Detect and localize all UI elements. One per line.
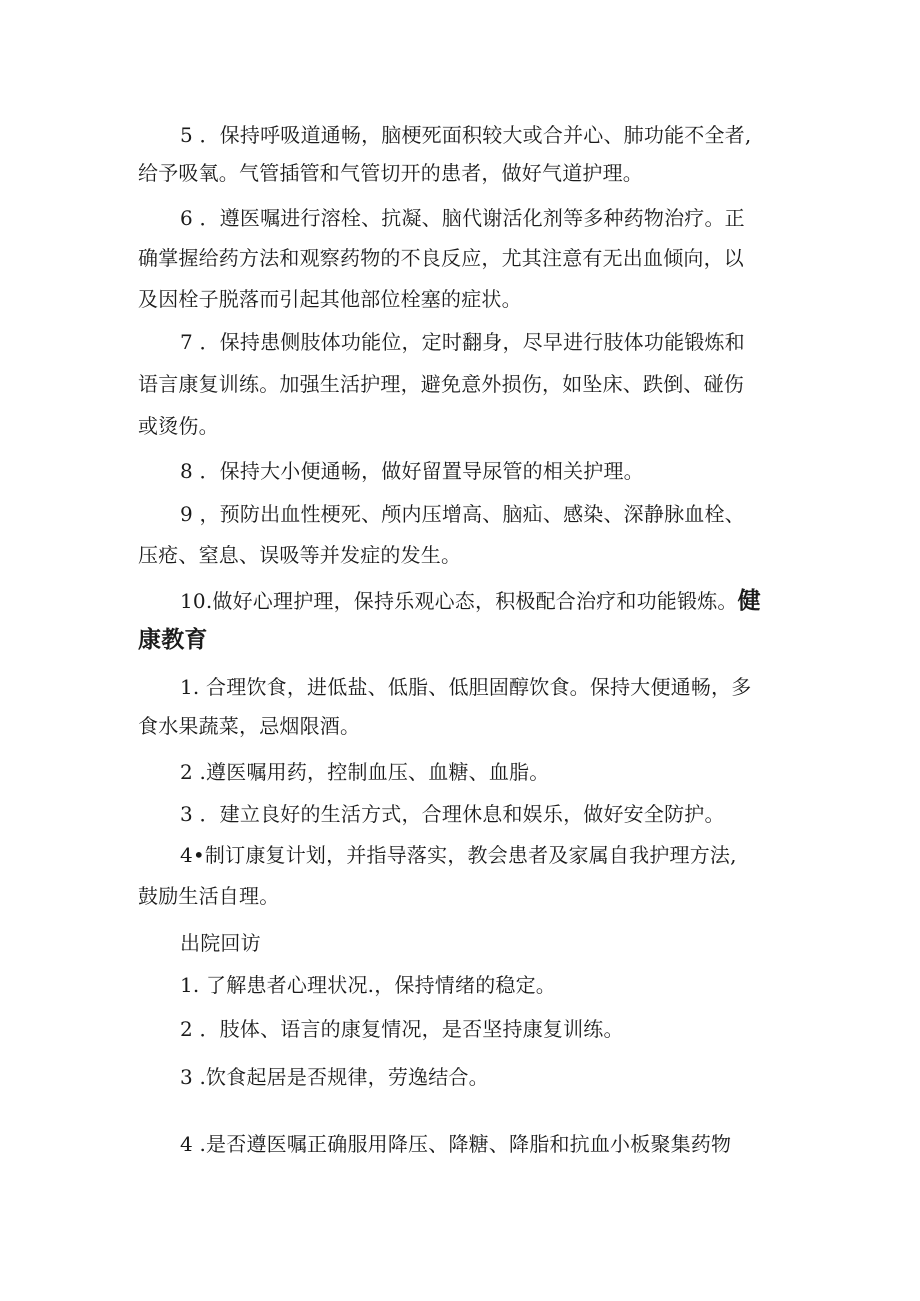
item-6-line-3: 及因栓子脱落而引起其他部位栓塞的症状。 [138, 287, 522, 311]
health-education-heading-start: 健 [737, 588, 761, 614]
follow-up-item-1: 1. 了解患者心理状况.，保持情绪的稳定。 [180, 973, 556, 997]
education-item-4-line-1: 4•制订康复计划，并指导落实，教会患者及家属自我护理方法, [180, 843, 737, 867]
item-7-line-1: 7 ．保持患侧肢体功能位，定时翻身，尽早进行肢体功能锻炼和 [180, 330, 745, 354]
item-5-line-2: 给予吸氧。气管插管和气管切开的患者，做好气道护理。 [138, 161, 643, 185]
follow-up-item-2: 2 ．肢体、语言的康复情况，是否坚持康复训练。 [180, 1017, 624, 1041]
follow-up-item-4: 4 .是否遵医嘱正确服用降压、降糖、降脂和抗血小板聚集药物 [180, 1132, 732, 1156]
item-8-line-1: 8 ．保持大小便通畅，做好留置导尿管的相关护理。 [180, 459, 644, 483]
education-item-1-line-1: 1. 合理饮食，进低盐、低脂、低胆固醇饮食。保持大便通畅，多 [180, 675, 752, 699]
item-9-line-2: 压疮、窒息、误吸等并发症的发生。 [138, 543, 462, 567]
item-10-text: 10.做好心理护理，保持乐观心态，积极配合治疗和功能锻炼。 [180, 589, 738, 613]
education-item-4-line-2: 鼓励生活自理。 [138, 884, 280, 908]
item-9-line-1: 9 ，预防出血性梗死、颅内压增高、脑疝、感染、深静脉血栓、 [180, 502, 745, 526]
item-7-line-2: 语言康复训练。加强生活护理，避免意外损伤，如坠床、跌倒、碰伤 [138, 372, 744, 396]
item-7-line-3: 或烫伤。 [138, 414, 219, 438]
item-5-line-1: 5 ．保持呼吸道通畅，脑梗死面积较大或合并心、肺功能不全者, [180, 123, 752, 147]
item-10-line-1 [180, 587, 800, 615]
item-6-line-1: 6 ．遵医嘱进行溶栓、抗凝、脑代谢活化剂等多种药物治疗。正 [180, 206, 745, 230]
health-education-heading-end: 康教育 [138, 627, 208, 653]
item-6-line-2: 确掌握给药方法和观察药物的不良反应，尤其注意有无出血倾向，以 [138, 246, 744, 270]
education-item-3: 3 ．建立良好的生活方式，合理休息和娱乐，做好安全防护。 [180, 802, 725, 826]
follow-up-title: 出院回访 [180, 931, 261, 955]
follow-up-item-3: 3 .饮食起居是否规律，劳逸结合。 [180, 1065, 489, 1089]
education-item-1-line-2: 食水果蔬菜，忌烟限酒。 [138, 714, 361, 738]
education-item-2: 2 .遵医嘱用药，控制血压、血糖、血脂。 [180, 760, 550, 784]
